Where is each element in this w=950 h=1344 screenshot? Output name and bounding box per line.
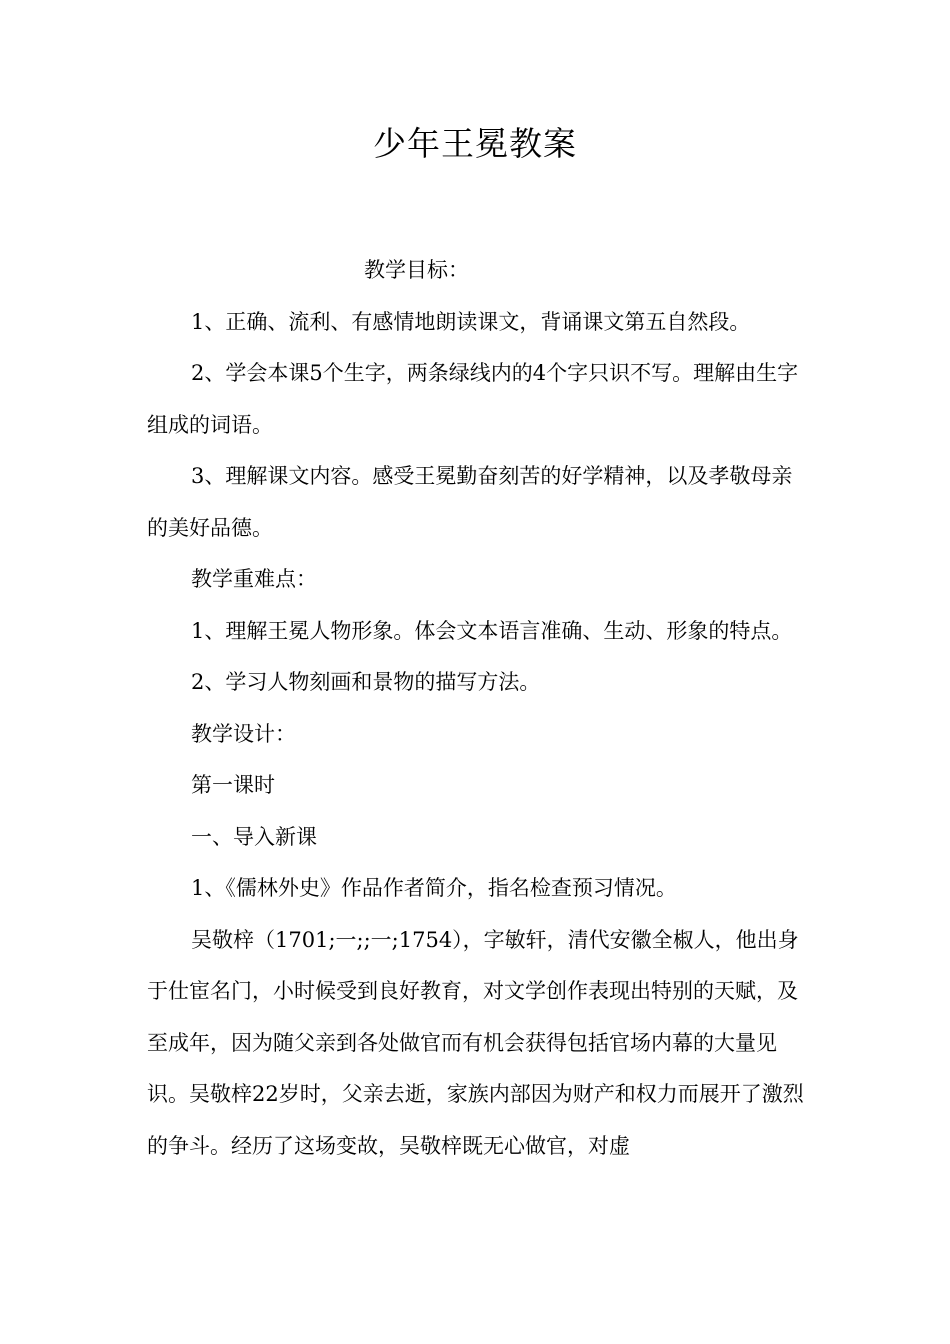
step-heading-intro: 一、导入新课 <box>191 824 317 849</box>
document-body <box>147 245 807 1172</box>
section-heading-design: 教学设计： <box>191 721 296 746</box>
step-item-1: 1、《儒林外史》作品作者简介，指名检查预习情况。 <box>191 876 677 900</box>
key-point-2: 2、学习人物刻画和景物的描写方法。 <box>191 670 541 694</box>
author-intro-paragraph: 吴敬梓（1701;一;;一;1754），字敏轩，清代安徽全椒人，他出身于仕宦名门，小时候受到良好教育，对文学创作表现出特别的天赋，及至成年，因为随父亲到各处做官而有机会获得包括官场内幕的大量见识。吴敬梓22岁时，父亲去逝，家族内部因为财产和权力而展开了激烈的争斗。经历了这场变故，吴敬梓既无心做官，对虚 <box>147 927 804 1158</box>
section-heading-key-points: 教学重难点： <box>191 567 317 591</box>
section-heading-teaching-goals: 教学目标： <box>364 258 469 282</box>
key-point-1: 1、理解王冕人物形象。体会文本语言准确、生动、形象的特点。 <box>191 618 793 643</box>
goal-item-3: 3、理解课文内容。感受王冕勤奋刻苦的好学精神，以及孝敬母亲的美好品德。 <box>147 464 793 540</box>
document-title: 少年王冕教案 <box>373 124 577 163</box>
goal-item-1: 1、正确、流利、有感情地朗读课文，背诵课文第五自然段。 <box>191 309 751 334</box>
goal-item-2: 2、学会本课5个生字，两条绿线内的4个字只识不写。理解由生字组成的词语。 <box>147 361 799 437</box>
lesson-heading: 第一课时 <box>191 773 275 797</box>
